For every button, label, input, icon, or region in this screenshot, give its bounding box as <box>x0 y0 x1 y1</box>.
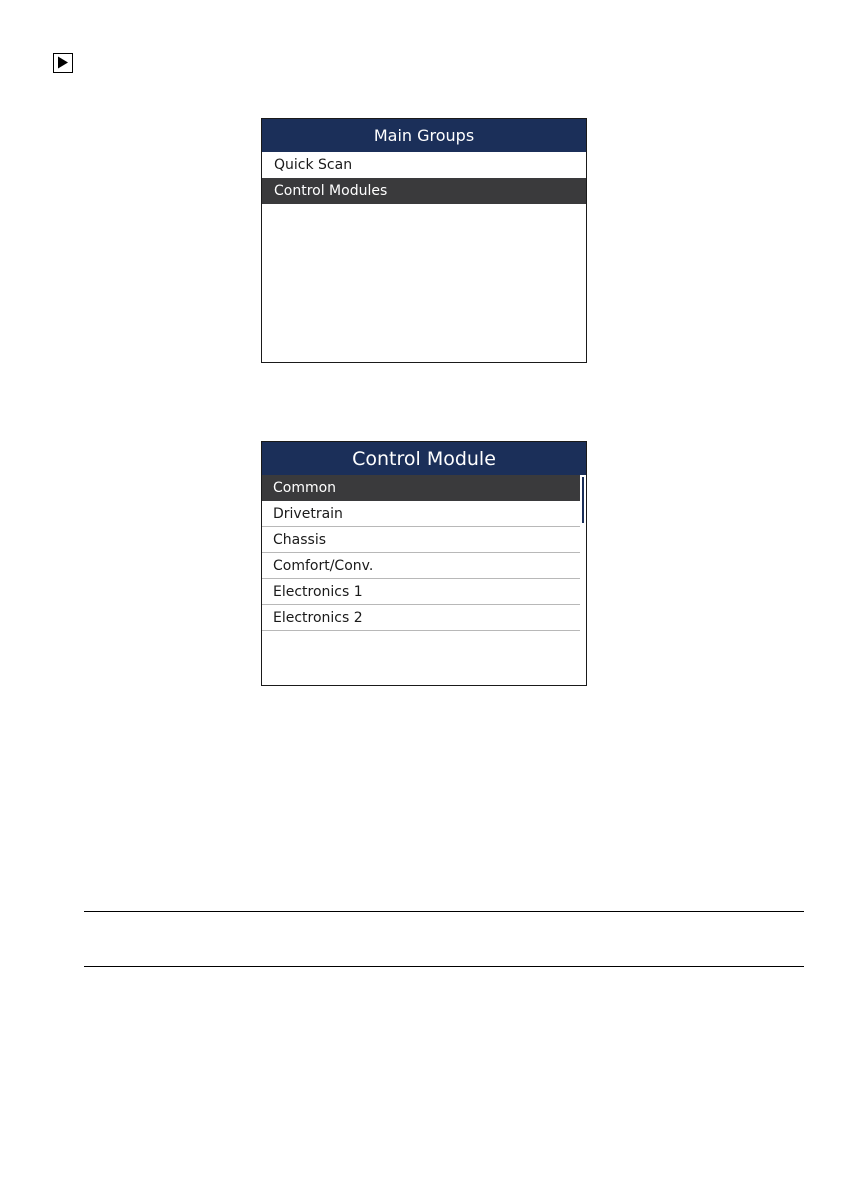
menu-list <box>262 152 586 204</box>
divider-line <box>84 966 804 967</box>
menu-item-quick-scan[interactable]: Quick Scan <box>274 157 353 173</box>
divider-line <box>84 911 804 912</box>
scrollbar-thumb[interactable] <box>582 477 584 523</box>
title-bar <box>262 442 586 475</box>
play-arrow-icon <box>53 53 73 73</box>
menu-item-control-modules[interactable]: Control Modules <box>262 178 586 204</box>
title-bar <box>262 119 586 152</box>
menu-item-chassis[interactable]: Chassis <box>262 527 580 553</box>
menu-list <box>262 475 580 631</box>
menu-item-drivetrain[interactable]: Drivetrain <box>262 501 580 527</box>
screen-title: Main Groups <box>373 126 475 145</box>
menu-item-common[interactable]: Common <box>262 475 580 501</box>
main-groups-screen <box>261 118 587 363</box>
menu-item-electronics-2[interactable]: Electronics 2 <box>262 605 580 631</box>
scrollbar[interactable] <box>581 475 586 685</box>
screen-title: Control Module <box>352 447 496 470</box>
menu-item-electronics-1[interactable]: Electronics 1 <box>262 579 580 605</box>
menu-item-comfort-conv[interactable]: Comfort/Conv. <box>262 553 580 579</box>
control-module-screen <box>261 441 587 686</box>
